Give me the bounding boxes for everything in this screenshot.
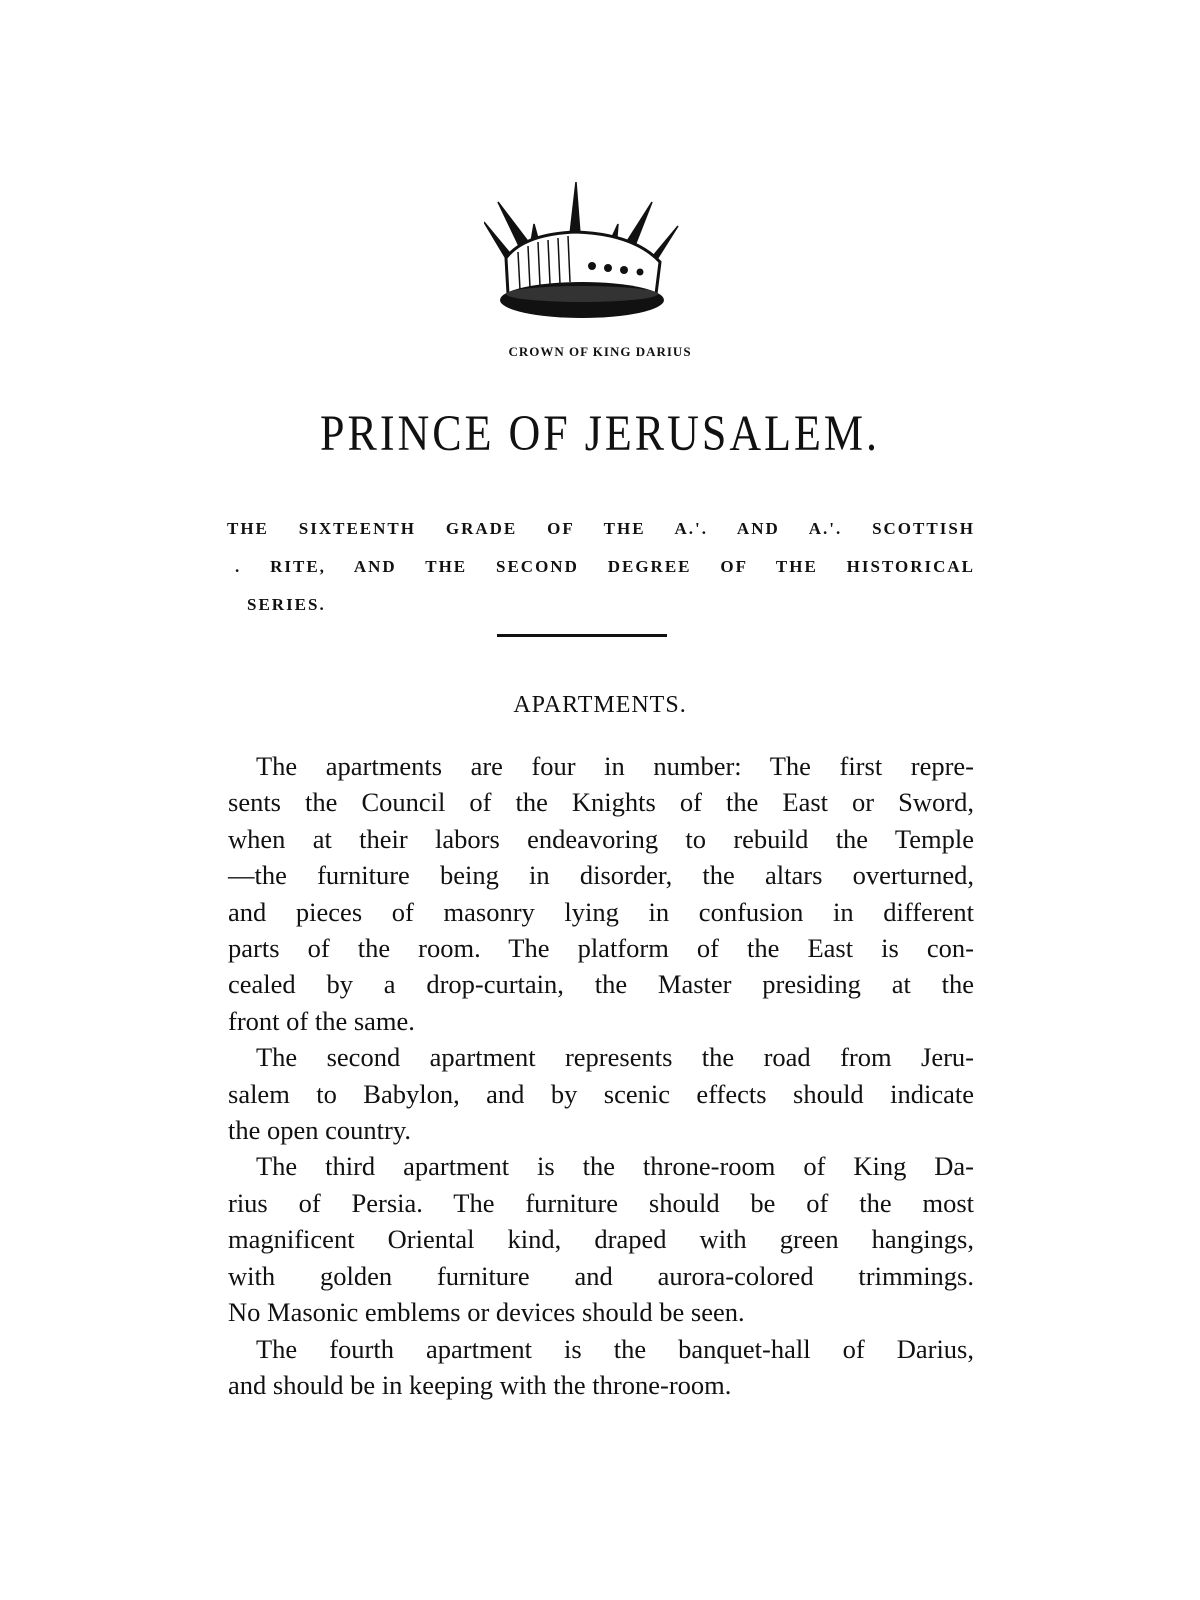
text-line: parts of the room. The platform of the East is con- bbox=[228, 933, 974, 964]
body-text bbox=[228, 748, 974, 1403]
paragraph bbox=[228, 1148, 974, 1330]
text-line: the open country. bbox=[228, 1115, 411, 1146]
text-line: The third apartment is the throne-room of King Da- bbox=[256, 1151, 974, 1182]
paragraph bbox=[228, 748, 974, 1039]
text-line: —the furniture being in disorder, the altars overturned, bbox=[228, 860, 974, 891]
divider-rule bbox=[497, 634, 667, 637]
subtitle-line: . RITE, AND THE SECOND DEGREE OF THE HISTORICAL bbox=[235, 557, 975, 576]
figure-caption: CROWN OF KING DARIUS bbox=[508, 344, 692, 359]
text-line: with golden furniture and aurora-colored trimmings. bbox=[228, 1260, 974, 1291]
subtitle-line: SERIES. bbox=[247, 595, 326, 614]
text-line: front of the same. bbox=[228, 1005, 415, 1036]
page-title: PRINCE OF JERUSALEM. bbox=[320, 405, 880, 462]
text-line: magnificent Oriental kind, draped with green hangings, bbox=[228, 1224, 974, 1255]
text-line: sents the Council of the Knights of the East or Sword, bbox=[228, 787, 974, 818]
subtitle-line: THE SIXTEENTH GRADE OF THE A.'. AND A.'. SCOTTISH bbox=[227, 519, 975, 538]
text-line: rius of Persia. The furniture should be of the most bbox=[228, 1187, 974, 1218]
subtitle bbox=[227, 510, 975, 624]
section-heading: APARTMENTS. bbox=[513, 692, 687, 718]
text-line: cealed by a drop-curtain, the Master presiding at the bbox=[228, 969, 974, 1000]
text-line: when at their labors endeavoring to rebuild the Temple bbox=[228, 823, 974, 854]
paragraph bbox=[228, 1331, 974, 1404]
paragraph bbox=[228, 1039, 974, 1148]
text-line: The second apartment represents the road from Jeru- bbox=[256, 1042, 974, 1073]
text-line: The apartments are four in number: The first repre- bbox=[256, 751, 974, 781]
text-line: and pieces of masonry lying in confusion in different bbox=[228, 896, 974, 927]
text-line: No Masonic emblems or devices should be seen. bbox=[228, 1297, 745, 1328]
text-line: salem to Babylon, and by scenic effects should indicate bbox=[228, 1078, 974, 1109]
crown-icon bbox=[484, 182, 696, 332]
text-line: and should be in keeping with the throne-room. bbox=[228, 1369, 732, 1400]
text-line: The fourth apartment is the banquet-hall of Darius, bbox=[256, 1333, 974, 1364]
